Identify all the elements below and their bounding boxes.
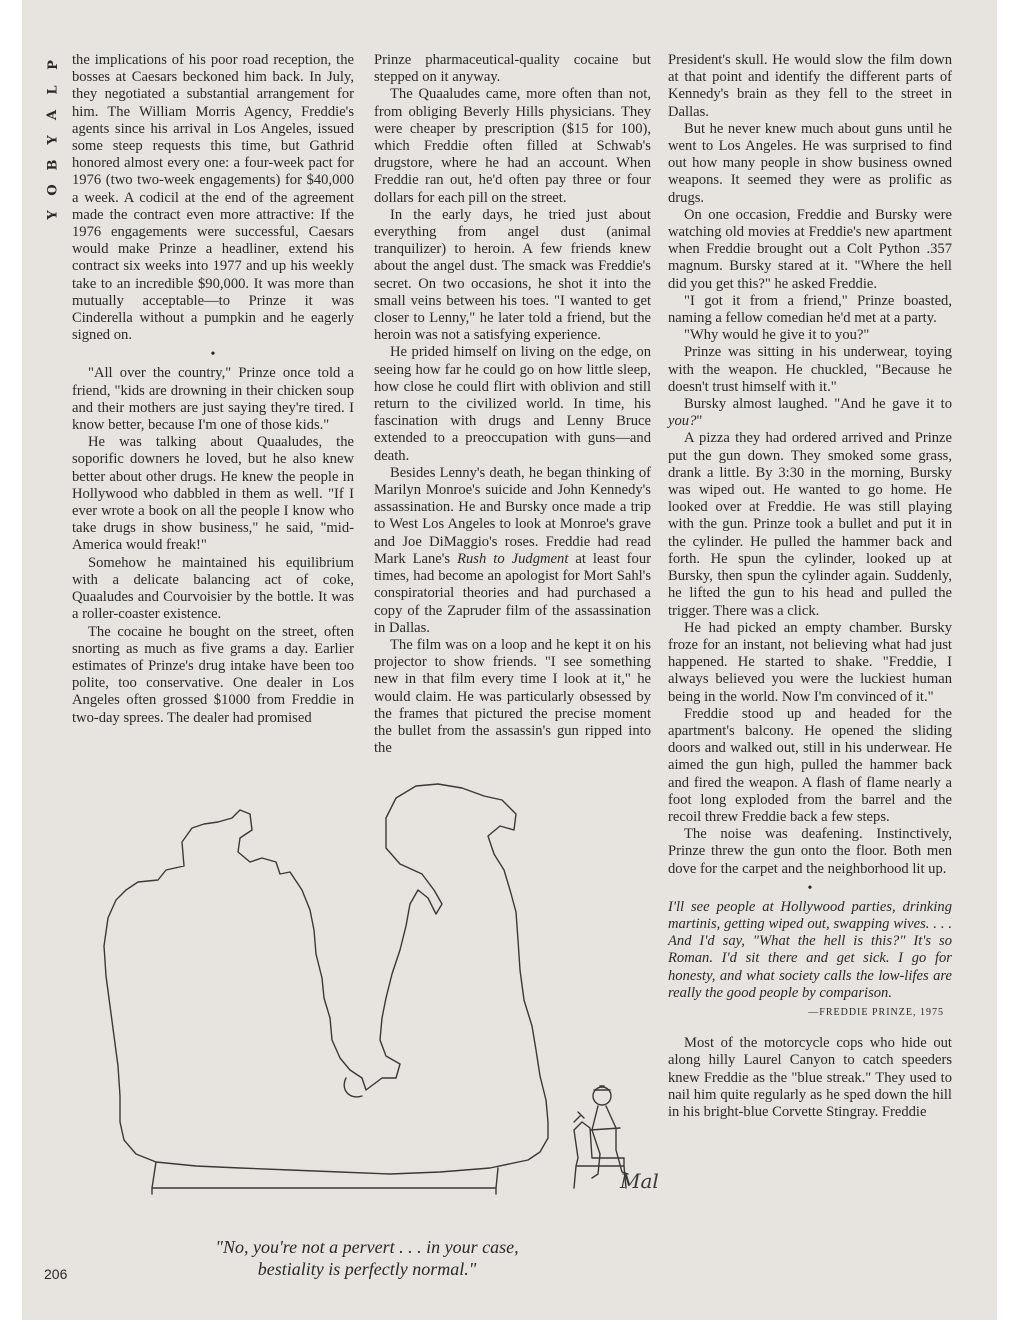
caption-line: bestiality is perfectly normal." [257,1259,477,1279]
paragraph: The Quaaludes came, more often than not, from obliging Beverly Hills physicians. They were cheaper by prescription ($15 for 100), which Freddie often filled at Schwab's drugstore, where he had an account. When Freddie ran out, he'd often pay three or four dollars for each pill on the street. [374,86,651,206]
paragraph: He had picked an empty chamber. Bursky froze for an instant, not believing what had just happened. He started to shake. "Freddie, I always believed you were the luckiest human being in the world. Now I'm convinced of it." [668,619,952,705]
paragraph: In the early days, he tried just about everything from angel dust (animal tranquilizer) to heroin. A few friends knew about the angel dust. The smack was Freddie's secret. On two occasions, he shot it into the small veins between his toes. "I wanted to get closer to Lenny," he later told a friend, but the heroin was not a satisfying experience. [374,206,651,344]
masthead-letter: O [45,183,61,196]
paragraph: "All over the country," Prinze once told a friend, "kids are drowning in their chicken soup and their mothers are just saying they're tired. I know better, because I'm one of those kids." [72,365,354,434]
paragraph: He was talking about Quaaludes, the soporific downers he loved, but he also knew better about other drugs. He knew the people in Hollywood who dabbled in them as well. "If I ever wrote a book on all the people I know who take drugs in show business," he said, "mid-America would freak!" [72,434,354,554]
caption-line: "No, you're not a pervert . . . in your case, [215,1237,519,1257]
paragraph: Prinze was sitting in his underwear, toying with the weapon. He chuckled, "Because he doesn't trust himself with it." [668,344,952,395]
paragraph [668,396,952,430]
cartoon-caption [162,1236,572,1280]
paragraph: Prinze pharmaceutical-quality cocaine but stepped on it anyway. [374,52,651,86]
paragraph-text: " [696,413,703,430]
trunk-curl [344,1078,362,1097]
cartoon-illustration [100,778,660,1208]
masthead-letter: Y [45,209,61,220]
paragraph-text: Bursky almost laughed. "And he gave it to [684,396,952,413]
paragraph: the implications of his poor road reception, the bosses at Caesars beckoned him back. In July, they negotiated a substantial arrangement for him. The William Morris Agency, Freddie's agents since his arrival in Los Angeles, issued some steep requests this time, but Gathrid honored almost every one: a four-week pact for 1976 (two two-week engagements) for $40,000 a week. A codicil at the end of the agreement made the contract even more attractive: If the 1976 engagements were successful, Caesars would make Prinze a headliner, extend his contract six weeks into 1977 and up his weekly take to an incredible $90,000. It was more than mutually acceptable—to Prinze it was Cinderella without a pumpkin and he eagerly signed on. [72,52,354,344]
masthead [42,52,64,227]
book-title: Rush to Judgment [457,550,569,567]
paragraph: Most of the motorcycle cops who hide out along hilly Laurel Canyon to catch speeders knew Freddie as the "blue streak." They used to nail him quite regularly as he sped down the hill in his bright-blue Corvette Stingray. Freddie [668,1035,952,1120]
quote-attribution: —FREDDIE PRINZE, 1975 [808,1006,944,1018]
masthead-letter: Y [45,134,61,145]
masthead-letter: B [45,158,61,171]
column-3 [668,52,952,1121]
paragraph: But he never knew much about guns until he went to Los Angeles. He was surprised to find out how many people in show business owned weapons. It seemed they were as prolific as drugs. [668,120,952,206]
masthead-letter: L [45,84,61,95]
section-bullet: • [210,347,216,363]
magazine-page [22,0,997,1320]
paragraph: The film was on a loop and he kept it on his projector to show friends. "I see something new in that film every time I look at it," he would claim. He was particularly obsessed by the frames that pictured the precise moment the bullet from the assassin's gun ripped into the [374,636,651,757]
paragraph: "I got it from a friend," Prinze boasted, naming a fellow comedian he'd met at a party. [668,292,952,327]
paragraph: Somehow he maintained his equilibrium with a delicate balancing act of coke, Quaaludes and Courvoisier by the bottle. It was a roller-coaster existence. [72,554,354,623]
masthead-letter: P [45,59,61,70]
paragraph-text: at least four times, had become an apologist for Mort Sahl's conspiratorial theories and had purchased a copy of the Zapruder film of the assassination in Dallas. [374,550,651,636]
paragraph: The cocaine he bought on the street, often snorting as much as five grams a day. Earlier estimates of Prinze's drug intake have been too polite, too conservative. One dealer in Los Angeles often grossed $1000 from Freddie in two-day sprees. The dealer had promised [72,623,354,726]
column-1 [72,52,354,727]
paragraph-text: Besides Lenny's death, he began thinking of Marilyn Monroe's suicide and John Kennedy's assassination. He and Bursky once made a trip to West Los Angeles to look at Monroe's grave and Joe DiMaggio's roses. Freddie had read Mark Lane's [374,464,651,567]
cartoonist-signature: Mal [620,1169,659,1193]
paragraph: The noise was deafening. Instinctively, Prinze threw the gun onto the floor. Both men dove for the carpet and the neighborhood lit up. [668,826,952,877]
pull-quote: I'll see people at Hollywood parties, drinking martinis, getting wiped out, swapping wives. . . . And I'd say, "What the hell is this?" It's so Roman. I'd sit there and get sick. I go for honesty, and what society calls the low-lifes are really the good people by comparison. [668,898,952,1001]
paragraph: A pizza they had ordered arrived and Prinze put the gun down. They smoked some grass, drank a little. By 3:30 in the morning, Bursky was wiped out. He wanted to go home. He looked over at Freddie. He was still playing with the gun. Prinze took a bullet and put it in the cylinder. He pulled the hammer back and forth. He spun the cylinder, looked up at Bursky, then spun the cylinder again. Suddenly, he lifted the gun to his head and pulled the trigger. There was a click. [668,430,952,619]
page-number: 206 [44,1266,68,1282]
paragraph: President's skull. He would slow the film down at that point and identify the different parts of Kennedy's brain as they fell to the street in Dallas. [668,52,952,120]
paragraph: Freddie stood up and headed for the apartment's balcony. He opened the sliding doors and walked out, still in his underwear. He aimed the gun high, pulled the hammer back and fired the weapon. A flash of flame nearly a foot long exploded from the barrel and the recoil threw Freddie back a few steps. [668,705,952,825]
paragraph [374,465,651,637]
masthead-letter: A [45,108,61,121]
paragraph: On one occasion, Freddie and Bursky were watching old movies at Freddie's new apartment when Freddie brought out a Colt Python .357 magnum. Bursky stared at it. "Where the hell did you get this?" he asked Freddie. [668,206,952,292]
column-2 [374,52,651,757]
elephant-couch-outline [104,784,548,1174]
paragraph: He prided himself on living on the edge, on seeing how far he could go on how little sleep, how close he could flirt with oblivion and still return to the civilized world. In time, his fascination with drugs and Lenny Bruce extended to a preoccupation with guns—and death. [374,344,651,464]
section-bullet: • [807,880,813,896]
psychiatrist-body [590,1106,628,1178]
emphasis: you? [668,413,697,430]
paragraph: "Why would he give it to you?" [684,327,870,344]
